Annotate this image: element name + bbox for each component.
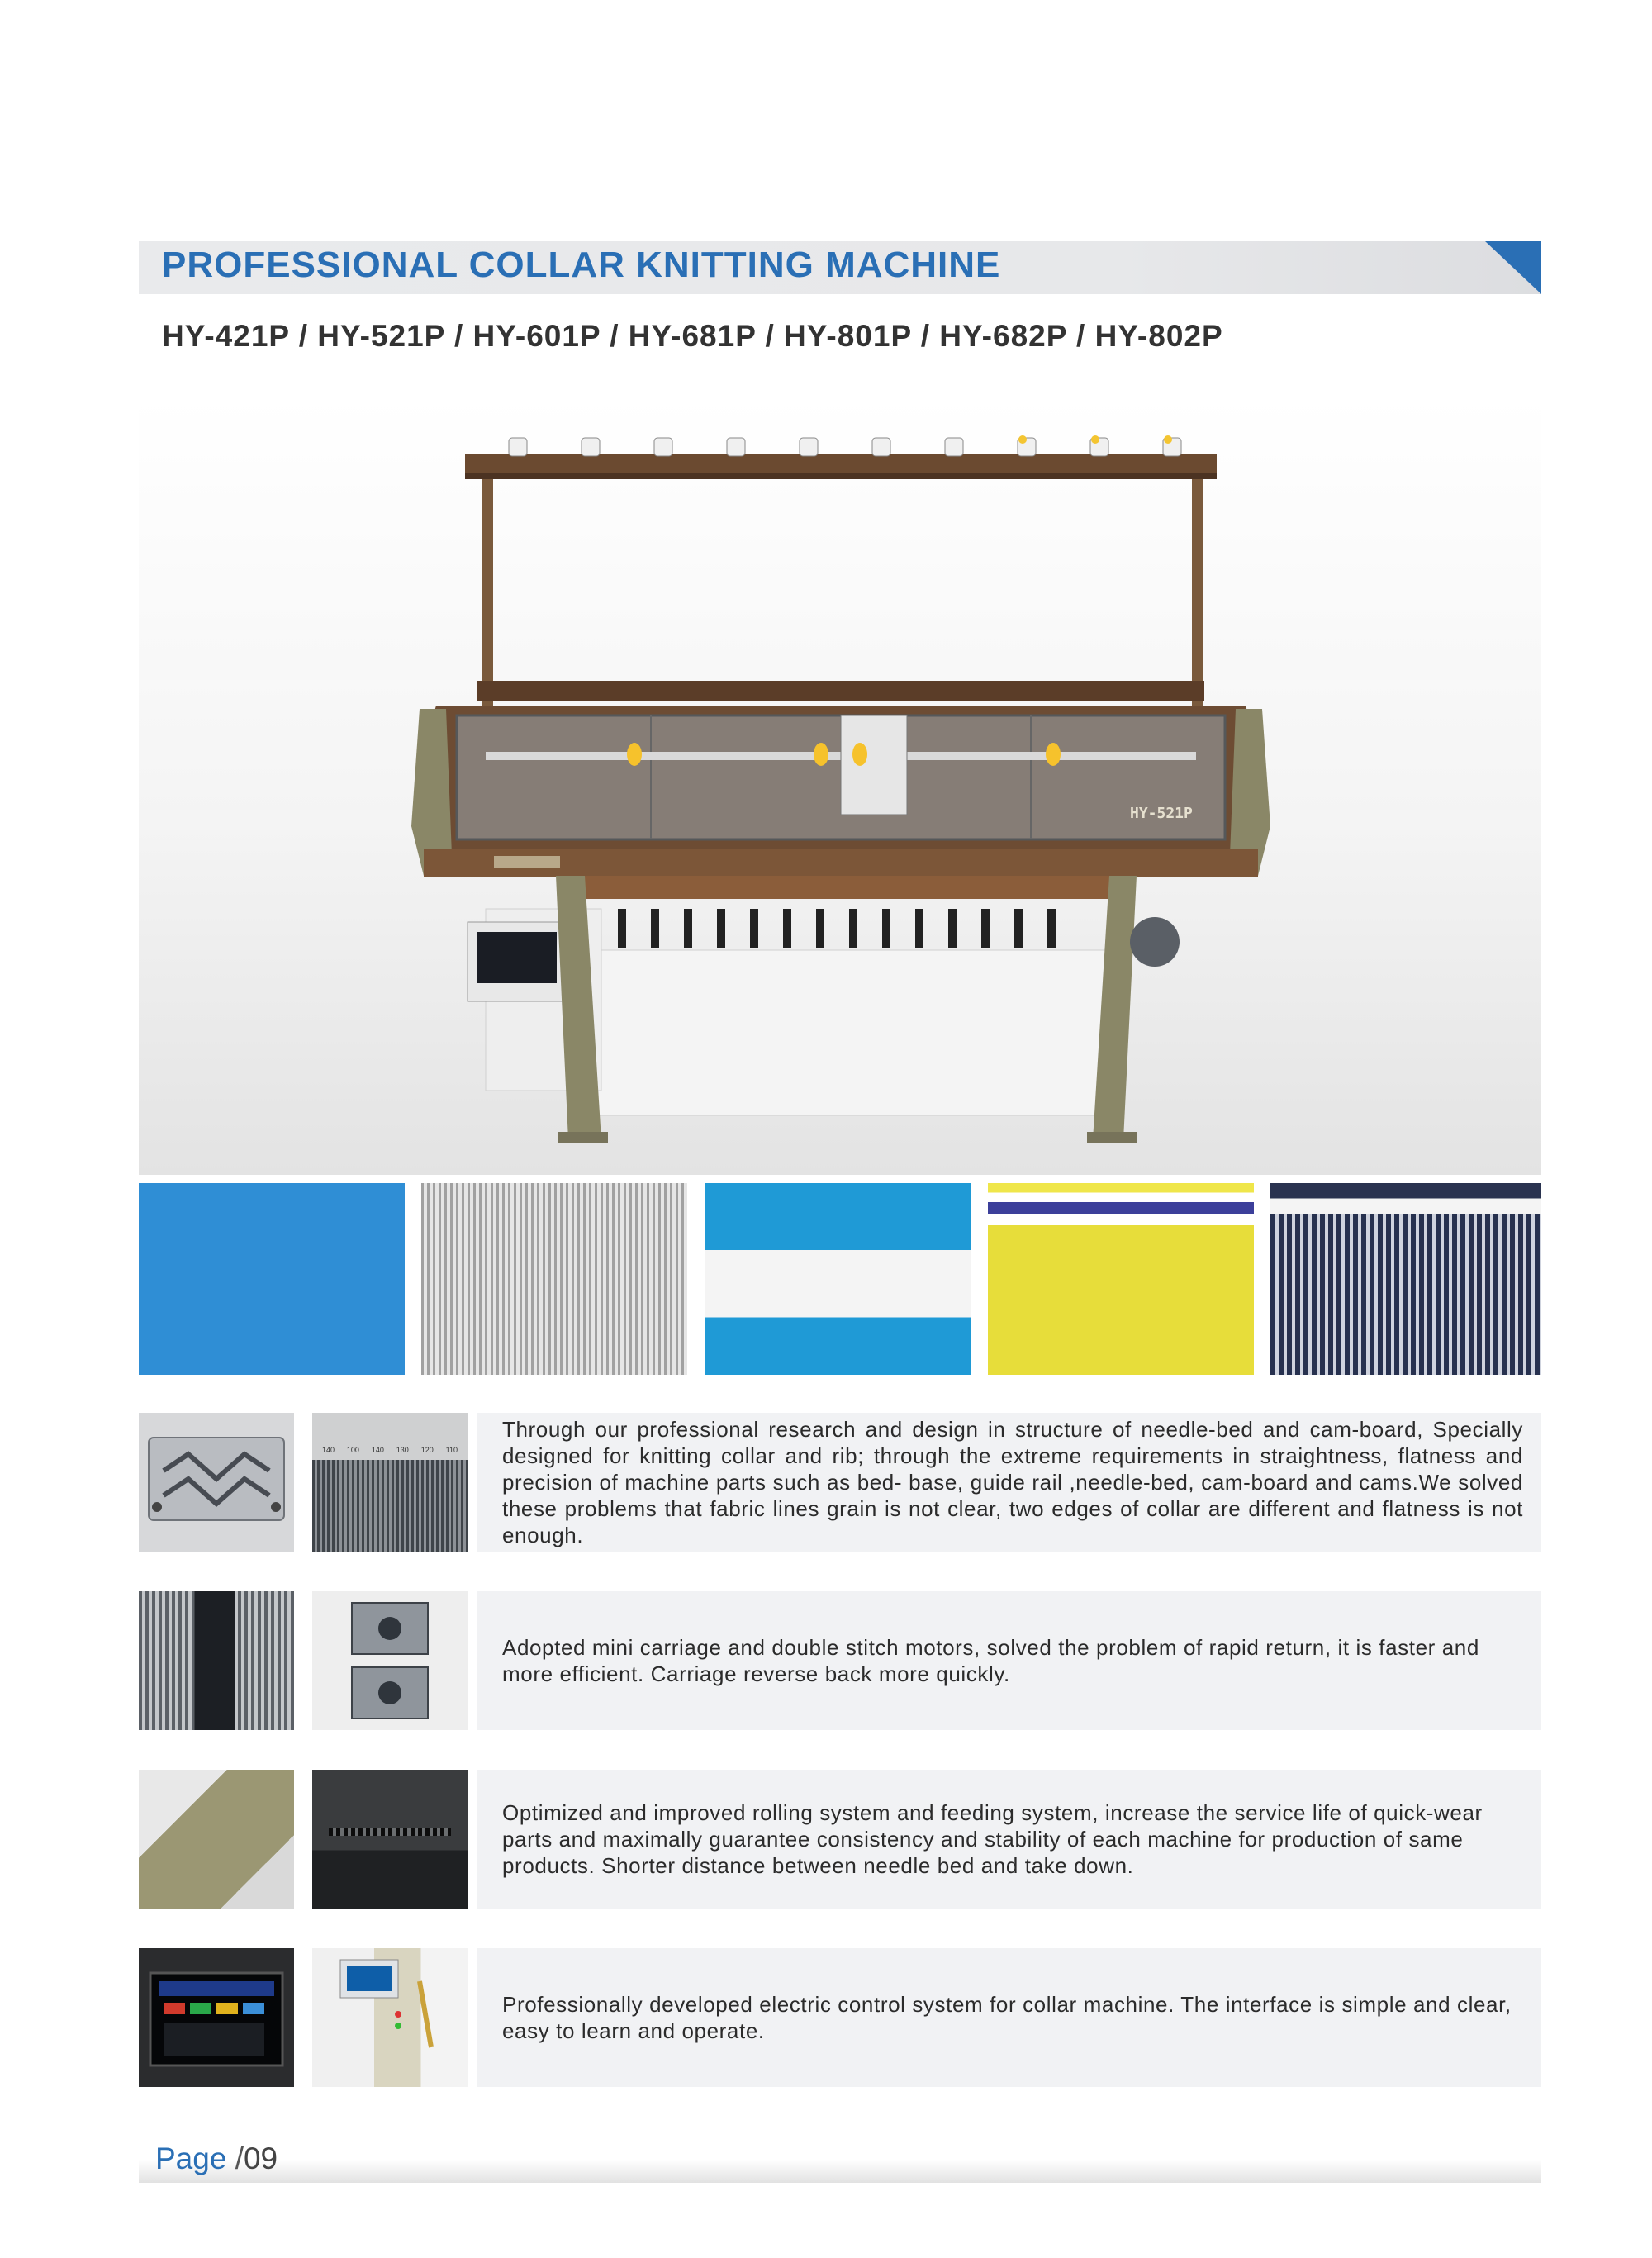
- knitting-machine-illustration: [139, 397, 1541, 1175]
- feature-3-text-box: [477, 1770, 1541, 1909]
- feature-4-image-control-screen: [139, 1948, 294, 2087]
- page-number: [155, 2142, 278, 2176]
- feature-2-text-box: [477, 1591, 1541, 1730]
- feature-3-image-feeding-system: [139, 1770, 294, 1909]
- feature-1-image-needle-bed: [312, 1413, 468, 1552]
- feature-1-image-cam-board: [139, 1413, 294, 1552]
- feature-2-text: Adopted mini carriage and double stitch motors, solved the problem of rapid return, it is faster and more efficient. Carriage reverse back more quickly.: [502, 1635, 1479, 1686]
- swatch-blue-white-stripe: [705, 1183, 971, 1375]
- feature-1-text-box: [477, 1413, 1541, 1552]
- operator-panel-icon: [312, 1948, 468, 2087]
- ruler-tick: 120: [420, 1446, 434, 1454]
- feature-2-image-stitch-motors: [312, 1591, 468, 1730]
- page-label: Page: [155, 2142, 227, 2175]
- ruler-tick: 140: [371, 1446, 384, 1454]
- swatch-grey-knit: [421, 1183, 687, 1375]
- feature-3-text: Optimized and improved rolling system and feeding system, increase the service life of quick-wear parts and maximally guarantee consistency and stability of each machine for production of same products. Shorter distance between needle bed and take down.: [502, 1800, 1483, 1878]
- feature-2-image-carriage: [139, 1591, 294, 1730]
- swatch-navy-pattern: [1270, 1183, 1541, 1375]
- page-separator: /: [235, 2142, 244, 2175]
- vent-slots: [329, 1828, 451, 1836]
- ruler-tick: 140: [322, 1446, 335, 1454]
- page-number-value: 09: [243, 2142, 278, 2175]
- ruler-tick: 100: [346, 1446, 359, 1454]
- feature-4-text: Professionally developed electric control system for collar machine. The interface is simple and clear, easy to learn and operate.: [502, 1992, 1512, 2043]
- page-title: PROFESSIONAL COLLAR KNITTING MACHINE: [162, 245, 1001, 285]
- feature-1-text: Through our professional research and design in structure of needle-bed and cam-board, Specially designed for knitting collar and rib; through the extreme requirements in straightness, flatness and precision of machine parts such as bed- base, guide rail ,needle-bed, cam-board and cams.We solved these problems that fabric lines grain is not clear, two edges of collar are different and flatness is not enough.: [502, 1417, 1523, 1547]
- feature-4-text-box: [477, 1948, 1541, 2087]
- ruler-ticks: [322, 1446, 458, 1454]
- feature-3-image-rolling-system: [312, 1770, 468, 1909]
- machine-photo: [139, 397, 1541, 1175]
- swatch-plain-blue: [139, 1183, 405, 1375]
- ruler-tick: 130: [396, 1446, 409, 1454]
- feature-4-image-operator-panel: [312, 1948, 468, 2087]
- ruler-tick: 110: [445, 1446, 458, 1454]
- swatch-yellow-blue-stripe: [988, 1183, 1254, 1375]
- control-screen-icon: [139, 1948, 294, 2087]
- stitch-motor-icon: [312, 1591, 468, 1730]
- model-plate: HY-521P: [1130, 805, 1193, 822]
- model-list: HY-421P / HY-521P / HY-601P / HY-681P / HY-801P / HY-682P / HY-802P: [162, 319, 1223, 353]
- cam-board-icon: [139, 1413, 294, 1552]
- footer-bar: [139, 2160, 1541, 2183]
- title-corner-triangle: [1485, 241, 1541, 294]
